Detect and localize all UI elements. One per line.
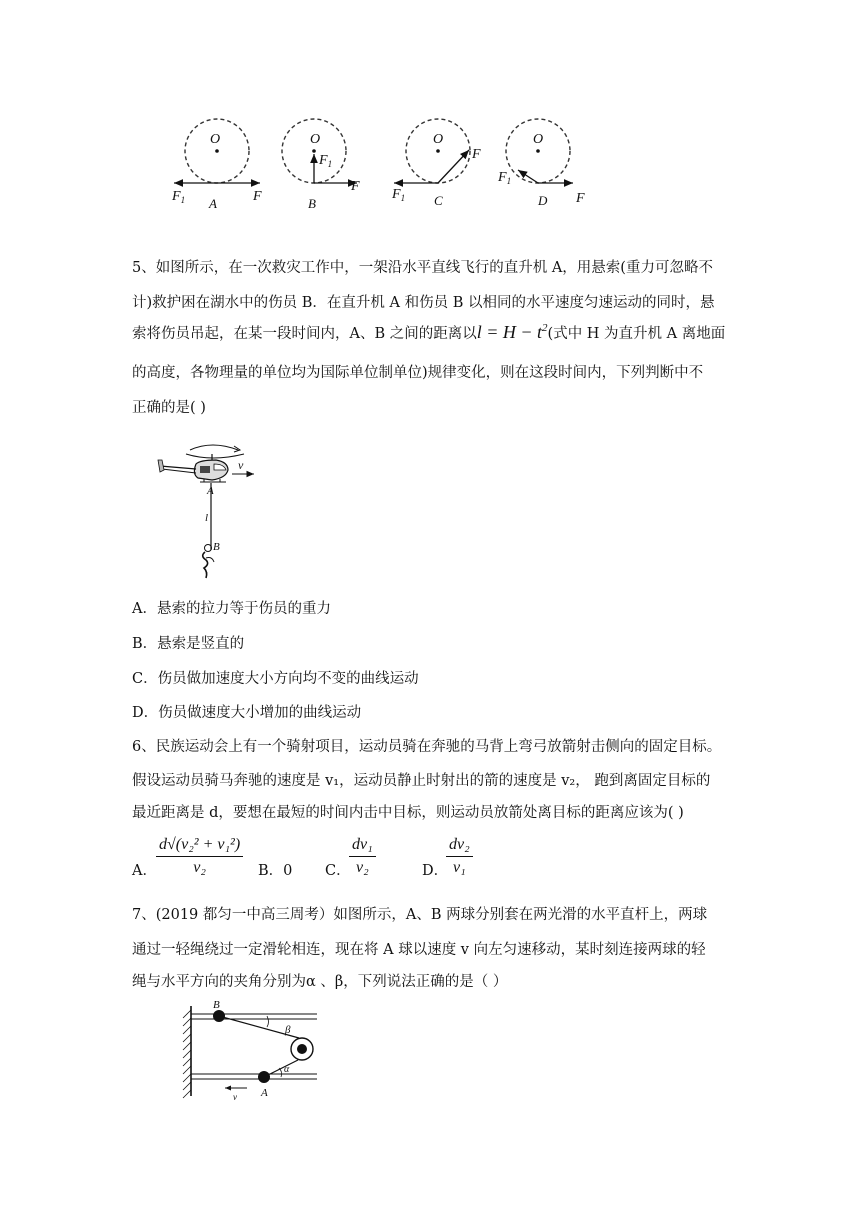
diagram-label-a: A [209,196,217,211]
q5-line-2: 计)救护困在湖水中的伤员 B．在直升机 A 和伤员 B 以相同的水平速度匀速运动的同时，悬 [132,295,715,311]
diagram-label-b: B [308,196,316,211]
q7-line-3: 绳与水平方向的夹角分别为α 、β，下列说法正确的是（ ） [132,974,508,990]
q5-line-3-end: (式中 H 为直升机 A 离地面 [547,326,726,342]
point-a-label: A [207,485,214,497]
q6-option-a-fraction: $\frac{\text{d√(v₂² + v₁²)}}{\text{v₂}}$ [156,836,243,877]
force-diagram-svg [160,110,600,215]
diagram-label-c: C [434,193,443,208]
q7-line-1: 7、(2019 都匀一中高三周考）如图所示，A、B 两球分别套在两光滑的水平直杆上，两球 [132,907,708,923]
point-b-label: B [213,541,220,553]
diagram-d [497,119,585,208]
pulley-svg [175,1000,325,1105]
q5-line-1: 5、如图所示，在一次救灾工作中，一架沿水平直线飞行的直升机 A，用悬索(重力可忽略不 [132,260,713,276]
f1-label: $F_1$ [172,189,186,205]
f-label: F [472,147,481,162]
force-diagram-figure [160,110,600,215]
ball-b [213,1010,225,1022]
center-o-label: O [533,132,544,147]
q5-line-3 [132,322,725,343]
q5-option-c: C．伤员做加速度大小方向均不变的曲线运动 [132,671,419,687]
q6-line-1: 6、民族运动会上有一个骑射项目，运动员骑在奔驰的马背上弯弓放箭射击侧向的固定目标。 [132,739,722,755]
helicopter-svg [150,438,270,583]
ball-a [258,1071,270,1083]
ball-b-label: B [213,1000,220,1011]
ball-a-label: A [261,1087,268,1099]
f1-label: $F_1$ [498,170,512,186]
q5-line-3-start: 索将伤员吊起，在某一段时间内，A、B 之间的距离以 [132,326,477,342]
diagram-c [391,119,481,208]
document-page: O $F_1$ F A O $F_1$ F B O F $F_1$ C O $F_1$ F D 5、如图所示，在一次救灾工作中，一架沿水平直线飞行的直升机 A，用悬索(重力可忽略不 计)救护困在湖水中的伤员 B．在直升机 A 和伤员 B 以相同的水平速度匀速运动的同时，悬 索将伤员吊起，在某一段时间内，A、B 之间的距离以$l = H - t^2$(式中 H 为直升机 A 离地面 的高度，各物理量的单位均为国际单位制单位)规律变化，则在这段时间内，下列判断中不 正确的是( ) v A l B A．悬索的拉力等于伤员的重力 B．悬索是竖直的 C．伤员做加速度大小方向均不变的曲线运动 D．伤员做速度大小增加的曲线运动 6、民族运动会上有一个骑射项目，运动员骑在奔驰的马背上弯弓放箭射击侧向的固定目标。 假设运动员骑马奔驰的速度是 v₁，运动员静止时射出的箭的速度是 v₂， 跑到离固定目标的 最近距离是 d，要想在最短的时间内击中目标，则运动员放箭处离目标的距离应该为( ) A． $\frac{\text{d√(v₂² + v₁²)}}{\text{v₂}}$ B．0 C． $\frac{\text{dv₁}}{\text{v₂}}$ D． $\frac{\text{dv₂}}{\text{v₁}}$ 7、(2019 都匀一中高三周考）如图所示，A、B 两球分别套在两光滑的水平直杆上，两球 通过一轻绳绕过一定滑轮相连，现在将 A 球以速度 v 向左匀速移动，某时刻连接两球的轻 绳与水平方向的夹角分别为α 、β，下列说法正确的是（ ） β α B A v [0,0,860,1216]
q6-option-a-label: A． [132,863,157,879]
q6-line-3: 最近距离是 d，要想在最短的时间内击中目标，则运动员放箭处离目标的距离应该为( ) [132,805,684,821]
q5-option-d: D．伤员做速度大小增加的曲线运动 [132,705,362,721]
q5-formula: $l = H - t^2$ [476,322,548,342]
q6-option-c-label: C． [325,863,351,879]
helicopter-figure [150,438,270,583]
pulley-figure [175,1000,325,1105]
q6-option-c-fraction: $\frac{\text{dv₁}}{\text{v₂}}$ [349,836,376,877]
velocity-v-label: v [233,1092,237,1102]
velocity-label: v [238,458,244,472]
q5-line-5: 正确的是( ) [132,400,206,416]
q6-option-d-label: D． [422,863,449,879]
diagram-label-d: D [538,193,548,208]
q5-option-b: B．悬索是竖直的 [132,636,245,652]
center-o-label: O [210,132,221,147]
f1-label: $F_1$ [319,153,333,169]
center-o-label: O [433,132,444,147]
diagram-a [171,119,262,211]
q5-line-4: 的高度，各物理量的单位均为国际单位制单位)规律变化，则在这段时间内，下列判断中不 [132,365,704,381]
alpha-label: α [284,1064,290,1075]
q6-line-2: 假设运动员骑马奔驰的速度是 v₁，运动员静止时射出的箭的速度是 v₂， 跑到离固定目标的 [132,773,711,789]
diagram-b [282,119,360,211]
q6-option-d-fraction: $\frac{\text{dv₂}}{\text{v₁}}$ [446,836,473,877]
q7-line-2: 通过一轻绳绕过一定滑轮相连，现在将 A 球以速度 v 向左匀速移动，某时刻连接两球的轻 [132,942,706,958]
length-l-label: l [205,512,209,524]
q5-option-a: A．悬索的拉力等于伤员的重力 [132,601,331,617]
f-label: F [253,189,262,204]
f-label: F [351,179,360,194]
f1-label: $F_1$ [392,187,406,203]
beta-label: β [285,1024,291,1036]
center-o-label: O [310,132,321,147]
f-label: F [576,191,585,206]
